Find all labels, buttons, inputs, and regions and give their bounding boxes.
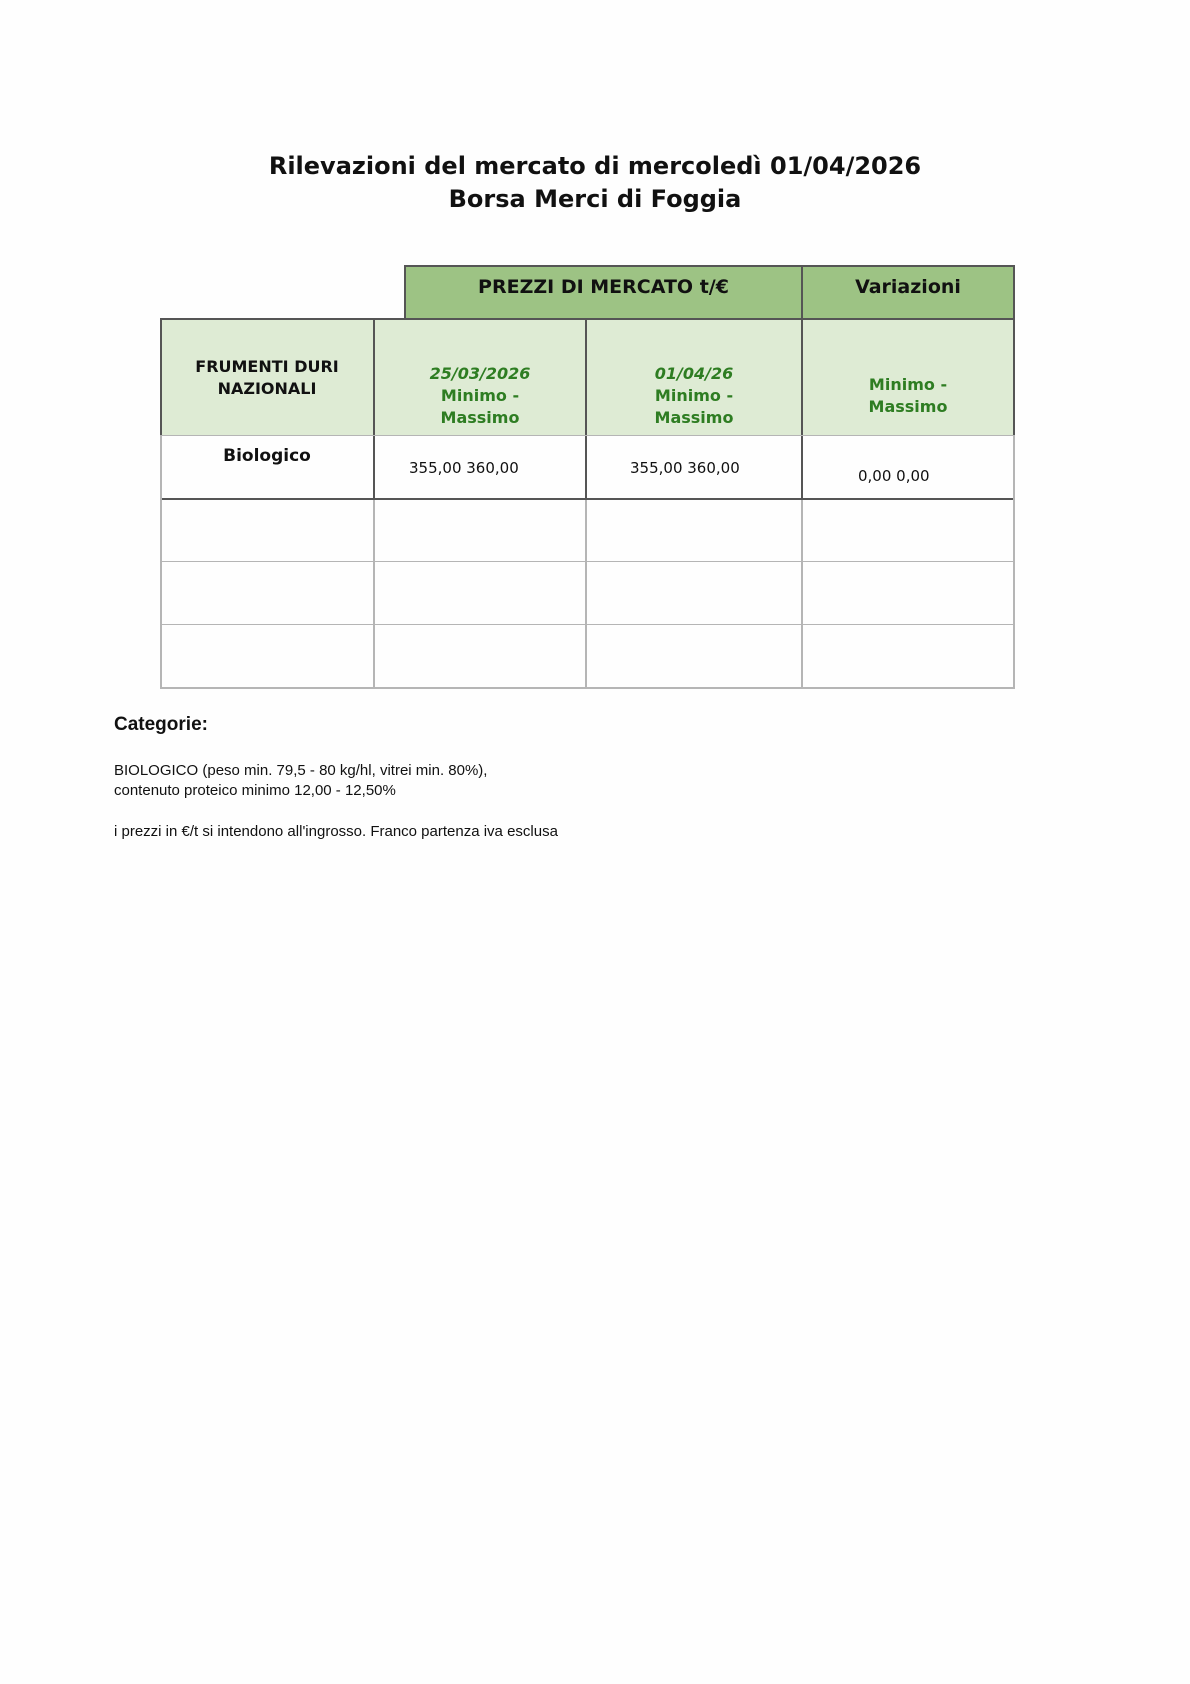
border [373, 319, 375, 500]
categories-heading: Categorie: [114, 714, 208, 735]
col-prev-line3: Massimo [440, 408, 520, 427]
col-var-header [802, 374, 1014, 418]
col-prev-date: 25/03/2026 [429, 364, 531, 383]
border [160, 687, 1015, 689]
border [160, 319, 162, 436]
categories-line2: contenuto proteico minimo 12,00 - 12,50% [114, 782, 396, 799]
col-prev-header [374, 363, 586, 429]
border [160, 435, 1015, 436]
border [160, 436, 162, 688]
col-var-line2: Massimo [868, 397, 948, 416]
col-prev-line2: Minimo - [440, 386, 520, 405]
border [405, 265, 1015, 267]
col-category-line1: FRUMENTI DURI [195, 357, 339, 376]
col-curr-line3: Massimo [654, 408, 734, 427]
header-variations: Variazioni [855, 276, 961, 298]
col-category-line2: NAZIONALI [217, 379, 317, 398]
categories-line1: BIOLOGICO (peso min. 79,5 - 80 kg/hl, vitrei min. 80%), [114, 762, 488, 779]
price-note: i prezzi in €/t si intendono all'ingrosso. Franco partenza iva esclusa [114, 823, 558, 840]
border [801, 265, 803, 319]
border [801, 500, 803, 688]
col-category-header [160, 356, 374, 400]
border [160, 624, 1015, 625]
row-curr-value: 355,00 360,00 [630, 459, 740, 477]
border [1013, 436, 1015, 688]
border [160, 498, 1015, 500]
col-curr-date: 01/04/26 [654, 364, 734, 383]
border [801, 319, 803, 500]
col-curr-header [586, 363, 802, 429]
header-prices: PREZZI DI MERCATO t/€ [478, 276, 729, 298]
border [404, 265, 406, 319]
col-var-line1: Minimo - [868, 375, 948, 394]
border [160, 561, 1015, 562]
col-curr-line2: Minimo - [654, 386, 734, 405]
border [1013, 265, 1015, 437]
border [160, 318, 1015, 320]
row-label: Biologico [223, 446, 311, 466]
page-subtitle: Borsa Merci di Foggia [448, 185, 742, 213]
border [585, 500, 587, 688]
border [585, 319, 587, 500]
row-var-value: 0,00 0,00 [858, 467, 930, 485]
page-title: Rilevazioni del mercato di mercoledì 01/04/2026 [268, 152, 922, 180]
border [373, 500, 375, 688]
row-prev-value: 355,00 360,00 [409, 459, 519, 477]
